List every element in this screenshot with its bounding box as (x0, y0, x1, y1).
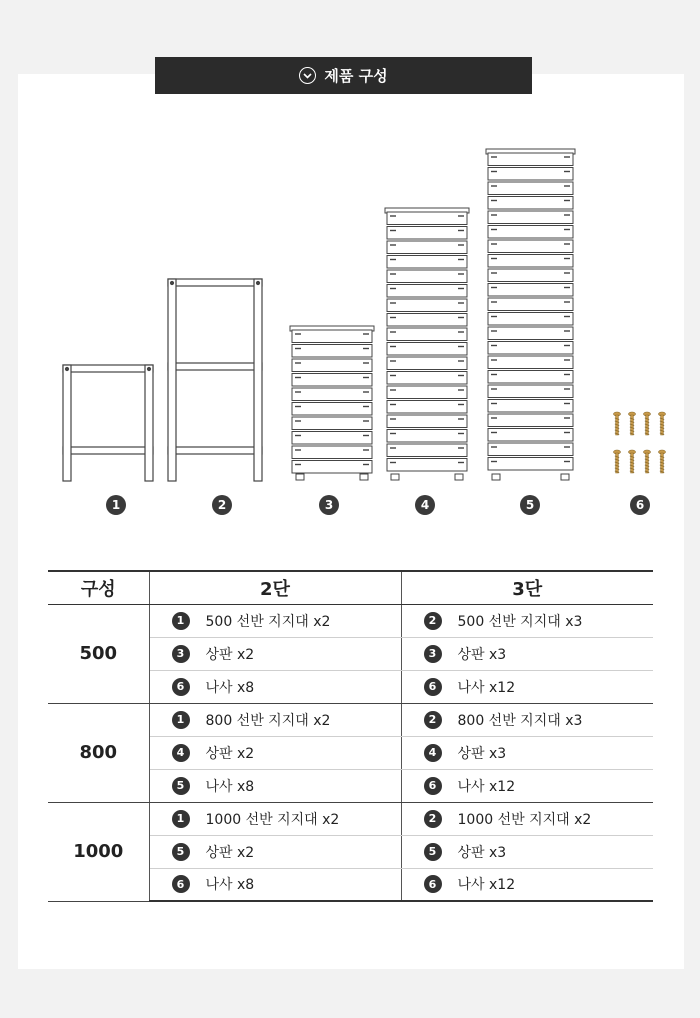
item-number-badge: 4 (424, 744, 442, 762)
figure-number-6: 6 (630, 495, 650, 515)
item-text: 나사 x8 (205, 679, 255, 696)
item-text: 나사 x12 (457, 679, 516, 696)
cell-2tier (149, 604, 401, 637)
item-text: 상판 x2 (205, 844, 255, 861)
header-3tier: 3단 (401, 571, 653, 604)
item-text: 상판 x3 (457, 745, 507, 762)
item-number-badge: 3 (172, 645, 190, 663)
item-text: 800 선반 지지대 x3 (457, 712, 583, 729)
figure-number-5: 5 (520, 495, 540, 515)
cell-2tier (149, 703, 401, 736)
item-number-badge: 3 (424, 645, 442, 663)
composition-table (48, 570, 653, 902)
table-row (48, 703, 653, 736)
item-text: 나사 x8 (205, 778, 255, 795)
table-row (48, 604, 653, 637)
item-text: 나사 x12 (457, 778, 516, 795)
size-label: 800 (48, 703, 149, 802)
item-number-badge: 2 (424, 612, 442, 630)
cell-3tier (401, 802, 653, 835)
item-number-badge: 5 (172, 843, 190, 861)
cell-2tier (149, 736, 401, 769)
item-text: 나사 x8 (205, 877, 255, 894)
screw-set (614, 412, 666, 473)
item-number-badge: 1 (172, 711, 190, 729)
item-text: 상판 x2 (205, 646, 255, 663)
item-number-badge: 4 (172, 744, 190, 762)
item-text: 500 선반 지지대 x3 (457, 613, 583, 630)
size-label: 500 (48, 604, 149, 703)
item-number-badge: 6 (424, 678, 442, 696)
figure-number-1: 1 (106, 495, 126, 515)
item-text: 상판 x2 (205, 745, 255, 762)
item-number-badge: 6 (172, 678, 190, 696)
cell-3tier (401, 703, 653, 736)
cell-3tier (401, 670, 653, 703)
item-text: 500 선반 지지대 x2 (205, 613, 331, 630)
board-stack-500 (290, 326, 374, 480)
section-title: 제품 구성 (324, 67, 388, 85)
shelf-frame-small (63, 365, 153, 481)
item-number-badge: 2 (424, 711, 442, 729)
item-text: 1000 선반 지지대 x2 (205, 811, 340, 828)
cell-2tier (149, 835, 401, 868)
item-text: 800 선반 지지대 x2 (205, 712, 331, 729)
item-text: 나사 x12 (457, 877, 516, 894)
cell-3tier (401, 769, 653, 802)
board-stack-1000 (486, 149, 575, 480)
item-number-badge: 6 (172, 875, 190, 893)
item-number-badge: 1 (172, 612, 190, 630)
item-number-badge: 2 (424, 810, 442, 828)
table-header-row (48, 571, 653, 604)
shelf-frame-tall (168, 279, 262, 481)
item-number-badge: 1 (172, 810, 190, 828)
header-2tier: 2단 (149, 571, 401, 604)
board-stack-800 (385, 208, 469, 480)
cell-2tier (149, 769, 401, 802)
cell-3tier (401, 637, 653, 670)
figure-number-4: 4 (415, 495, 435, 515)
item-number-badge: 6 (424, 777, 442, 795)
item-text: 상판 x3 (457, 646, 507, 663)
item-number-badge: 6 (424, 875, 442, 893)
cell-3tier (401, 736, 653, 769)
size-label: 1000 (48, 802, 149, 901)
header-composition: 구성 (48, 571, 149, 604)
cell-2tier (149, 868, 401, 901)
cell-2tier (149, 670, 401, 703)
item-number-badge: 5 (424, 843, 442, 861)
figure-number-2: 2 (212, 495, 232, 515)
cell-3tier (401, 604, 653, 637)
cell-2tier (149, 637, 401, 670)
table-row (48, 802, 653, 835)
item-number-badge: 5 (172, 777, 190, 795)
cell-3tier (401, 868, 653, 901)
item-text: 1000 선반 지지대 x2 (457, 811, 592, 828)
figure-number-3: 3 (319, 495, 339, 515)
item-text: 상판 x3 (457, 844, 507, 861)
cell-2tier (149, 802, 401, 835)
cell-3tier (401, 835, 653, 868)
